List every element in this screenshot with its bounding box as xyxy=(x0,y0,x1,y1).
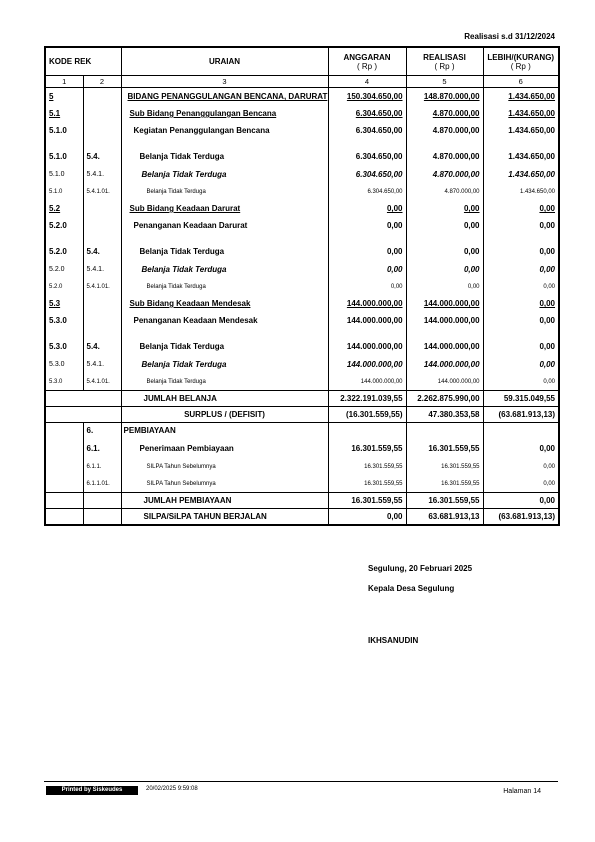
realisasi-cell: 4.870.000,00 xyxy=(406,122,483,139)
lebih-cell: 0,00 xyxy=(483,356,559,373)
kode-1-cell: 5.2 xyxy=(45,200,83,217)
kode-1-cell: 5.2.0 xyxy=(45,278,83,295)
kode-2-cell xyxy=(83,295,121,312)
uraian-cell: Sub Bidang Keadaan Darurat xyxy=(121,200,328,217)
lebih-cell: 0,00 xyxy=(483,312,559,329)
anggaran-cell xyxy=(328,423,406,439)
silpa-label: SILPA/SiLPA TAHUN BERJALAN xyxy=(121,509,328,526)
lebih-cell: 0,00 xyxy=(483,329,559,356)
lebih-cell: 0,00 xyxy=(483,438,559,458)
lebih-cell: 0,00 xyxy=(483,217,559,234)
table-row xyxy=(45,183,559,200)
anggaran-cell: 150.304.650,00 xyxy=(328,88,406,106)
realisasi-cell: 144.000.000,00 xyxy=(406,356,483,373)
kode-2-cell xyxy=(83,312,121,329)
realisasi-cell: 4.870.000,00 xyxy=(406,183,483,200)
kode-2-cell: 6. xyxy=(83,423,121,439)
kode-1-cell: 5.1.0 xyxy=(45,122,83,139)
kode-2-cell: 5.4.1. xyxy=(83,356,121,373)
lebih-cell: 0,00 xyxy=(483,458,559,475)
realisasi-cell: 148.870.000,00 xyxy=(406,88,483,106)
kode-1-cell: 5.3.0 xyxy=(45,329,83,356)
surplus-label: SURPLUS / (DEFISIT) xyxy=(121,407,328,423)
lebih-cell: 1.434.650,00 xyxy=(483,183,559,200)
anggaran-cell: 6.304.650,00 xyxy=(328,105,406,122)
header-kode-rek: KODE REK xyxy=(45,47,121,76)
table-row xyxy=(45,475,559,493)
uraian-cell: Belanja Tidak Terduga xyxy=(121,234,328,261)
anggaran-cell: 144.000.000,00 xyxy=(328,356,406,373)
header-uraian: URAIAN xyxy=(121,47,328,76)
uraian-cell: Sub Bidang Penanggulangan Bencana xyxy=(121,105,328,122)
kode-2-cell: 5.4.1.01. xyxy=(83,278,121,295)
realisasi-cell: 0,00 xyxy=(406,234,483,261)
anggaran-cell: 6.304.650,00 xyxy=(328,183,406,200)
uraian-cell: Belanja Tidak Terduga xyxy=(121,278,328,295)
kode-1-cell: 5.3.0 xyxy=(45,373,83,391)
header-realisasi: REALISASI ( Rp ) xyxy=(406,47,483,76)
table-row xyxy=(45,88,559,106)
uraian-cell: Belanja Tidak Terduga xyxy=(121,329,328,356)
col-num-6: 6 xyxy=(483,76,559,88)
jumlah-belanja-row xyxy=(45,391,559,407)
anggaran-cell: 144.000.000,00 xyxy=(328,373,406,391)
kode-2-cell: 5.4. xyxy=(83,234,121,261)
realisasi-cell: 4.870.000,00 xyxy=(406,105,483,122)
anggaran-cell: 16.301.559,55 xyxy=(328,438,406,458)
signature-name: IKHSANUDIN xyxy=(368,636,419,645)
header-anggaran: ANGGARAN ( Rp ) xyxy=(328,47,406,76)
jumlah-belanja-lebih: 59.315.049,55 xyxy=(483,391,559,407)
anggaran-cell: 144.000.000,00 xyxy=(328,312,406,329)
col-num-1: 1 xyxy=(45,76,83,88)
kode-2-cell: 6.1.1.01. xyxy=(83,475,121,493)
kode-1-cell: 5.1.0 xyxy=(45,139,83,166)
table-row xyxy=(45,438,559,458)
lebih-cell: 1.434.650,00 xyxy=(483,105,559,122)
lebih-cell: 1.434.650,00 xyxy=(483,139,559,166)
realisasi-cell xyxy=(406,423,483,439)
table-row xyxy=(45,261,559,278)
table-row xyxy=(45,356,559,373)
anggaran-cell: 16.301.559,55 xyxy=(328,475,406,493)
kode-1-cell xyxy=(45,423,83,439)
table-row xyxy=(45,234,559,261)
kode-2-cell: 5.4. xyxy=(83,329,121,356)
budget-realization-table xyxy=(44,46,560,526)
kode-1-cell: 5.1.0 xyxy=(45,166,83,183)
lebih-cell: 0,00 xyxy=(483,234,559,261)
anggaran-cell: 144.000.000,00 xyxy=(328,295,406,312)
col-num-5: 5 xyxy=(406,76,483,88)
surplus-anggaran: (16.301.559,55) xyxy=(328,407,406,423)
uraian-cell: Penanganan Keadaan Darurat xyxy=(121,217,328,234)
anggaran-cell: 16.301.559,55 xyxy=(328,458,406,475)
signature-place-date: Segulung, 20 Februari 2025 xyxy=(368,564,473,573)
jumlah-pembiayaan-row xyxy=(45,493,559,509)
realisasi-cell: 0,00 xyxy=(406,217,483,234)
col-num-3: 3 xyxy=(121,76,328,88)
lebih-cell xyxy=(483,423,559,439)
kode-2-cell: 5.4.1. xyxy=(83,261,121,278)
realisasi-cell: 16.301.559,55 xyxy=(406,438,483,458)
uraian-cell: SILPA Tahun Sebelumnya xyxy=(121,475,328,493)
kode-1-cell: 5.1.0 xyxy=(45,183,83,200)
surplus-row xyxy=(45,407,559,423)
jumlah-pembiayaan-anggaran: 16.301.559,55 xyxy=(328,493,406,509)
realisasi-cell: 144.000.000,00 xyxy=(406,295,483,312)
kode-2-cell: 6.1. xyxy=(83,438,121,458)
silpa-anggaran: 0,00 xyxy=(328,509,406,526)
uraian-cell: Belanja Tidak Terduga xyxy=(121,166,328,183)
realisasi-cell: 0,00 xyxy=(406,200,483,217)
lebih-cell: 0,00 xyxy=(483,278,559,295)
print-date: 20/02/2025 9:59:08 xyxy=(146,786,198,792)
footer-divider xyxy=(44,781,558,782)
uraian-cell: Sub Bidang Keadaan Mendesak xyxy=(121,295,328,312)
uraian-cell: Belanja Tidak Terduga xyxy=(121,261,328,278)
uraian-cell: Belanja Tidak Terduga xyxy=(121,356,328,373)
lebih-cell: 1.434.650,00 xyxy=(483,88,559,106)
uraian-cell: PEMBIAYAAN xyxy=(121,423,328,439)
anggaran-cell: 0,00 xyxy=(328,217,406,234)
kode-1-cell: 5.2.0 xyxy=(45,234,83,261)
kode-2-cell: 6.1.1. xyxy=(83,458,121,475)
col-num-2: 2 xyxy=(83,76,121,88)
table-row xyxy=(45,278,559,295)
anggaran-cell: 0,00 xyxy=(328,261,406,278)
kode-1-cell: 5.2.0 xyxy=(45,217,83,234)
lebih-cell: 1.434.650,00 xyxy=(483,122,559,139)
period-label: Realisasi s.d 31/12/2024 xyxy=(464,32,555,41)
silpa-realisasi: 63.681.913,13 xyxy=(406,509,483,526)
lebih-cell: 0,00 xyxy=(483,261,559,278)
kode-1-cell: 5.3 xyxy=(45,295,83,312)
kode-1-cell: 5.1 xyxy=(45,105,83,122)
surplus-realisasi: 47.380.353,58 xyxy=(406,407,483,423)
kode-1-cell: 5.2.0 xyxy=(45,261,83,278)
kode-2-cell: 5.4.1.01. xyxy=(83,183,121,200)
silpa-row xyxy=(45,509,559,526)
uraian-cell: Belanja Tidak Terduga xyxy=(121,373,328,391)
kode-2-cell xyxy=(83,105,121,122)
jumlah-belanja-anggaran: 2.322.191.039,55 xyxy=(328,391,406,407)
kode-1-cell xyxy=(45,458,83,475)
realisasi-cell: 144.000.000,00 xyxy=(406,312,483,329)
jumlah-pembiayaan-lebih: 0,00 xyxy=(483,493,559,509)
realisasi-cell: 4.870.000,00 xyxy=(406,139,483,166)
kode-1-cell xyxy=(45,475,83,493)
table-row xyxy=(45,312,559,329)
anggaran-cell: 6.304.650,00 xyxy=(328,122,406,139)
uraian-cell: SILPA Tahun Sebelumnya xyxy=(121,458,328,475)
header-lebih-kurang: LEBIH/(KURANG) ( Rp ) xyxy=(483,47,559,76)
jumlah-belanja-realisasi: 2.262.875.990,00 xyxy=(406,391,483,407)
anggaran-cell: 0,00 xyxy=(328,278,406,295)
kode-2-cell: 5.4.1. xyxy=(83,166,121,183)
lebih-cell: 1.434.650,00 xyxy=(483,166,559,183)
silpa-lebih: (63.681.913,13) xyxy=(483,509,559,526)
kode-1-cell: 5 xyxy=(45,88,83,106)
table-row xyxy=(45,217,559,234)
surplus-lebih: (63.681.913,13) xyxy=(483,407,559,423)
table-row xyxy=(45,423,559,439)
uraian-cell: Penerimaan Pembiayaan xyxy=(121,438,328,458)
realisasi-cell: 144.000.000,00 xyxy=(406,373,483,391)
anggaran-cell: 0,00 xyxy=(328,234,406,261)
lebih-cell: 0,00 xyxy=(483,295,559,312)
printed-by-badge: Printed by Siskeudes xyxy=(46,786,138,795)
table-row xyxy=(45,329,559,356)
realisasi-cell: 4.870.000,00 xyxy=(406,166,483,183)
lebih-cell: 0,00 xyxy=(483,475,559,493)
anggaran-cell: 6.304.650,00 xyxy=(328,139,406,166)
kode-1-cell: 5.3.0 xyxy=(45,356,83,373)
kode-2-cell: 5.4.1.01. xyxy=(83,373,121,391)
anggaran-cell: 0,00 xyxy=(328,200,406,217)
kode-2-cell: 5.4. xyxy=(83,139,121,166)
jumlah-belanja-label: JUMLAH BELANJA xyxy=(121,391,328,407)
kode-2-cell xyxy=(83,200,121,217)
page-number: Halaman 14 xyxy=(503,788,541,795)
uraian-cell: Kegiatan Penanggulangan Bencana xyxy=(121,122,328,139)
kode-2-cell xyxy=(83,217,121,234)
table-row xyxy=(45,295,559,312)
anggaran-cell: 6.304.650,00 xyxy=(328,166,406,183)
table-row xyxy=(45,122,559,139)
signature-position: Kepala Desa Segulung xyxy=(368,584,455,593)
lebih-cell: 0,00 xyxy=(483,373,559,391)
table-row xyxy=(45,458,559,475)
table-row xyxy=(45,139,559,166)
realisasi-cell: 144.000.000,00 xyxy=(406,329,483,356)
lebih-cell: 0,00 xyxy=(483,200,559,217)
realisasi-cell: 0,00 xyxy=(406,278,483,295)
table-row xyxy=(45,105,559,122)
kode-2-cell xyxy=(83,88,121,106)
jumlah-pembiayaan-realisasi: 16.301.559,55 xyxy=(406,493,483,509)
realisasi-cell: 0,00 xyxy=(406,261,483,278)
realisasi-cell: 16.301.559,55 xyxy=(406,475,483,493)
uraian-cell: Penanganan Keadaan Mendesak xyxy=(121,312,328,329)
realisasi-cell: 16.301.559,55 xyxy=(406,458,483,475)
table-row xyxy=(45,200,559,217)
kode-1-cell xyxy=(45,438,83,458)
kode-1-cell: 5.3.0 xyxy=(45,312,83,329)
uraian-cell: Belanja Tidak Terduga xyxy=(121,139,328,166)
jumlah-pembiayaan-label: JUMLAH PEMBIAYAAN xyxy=(121,493,328,509)
anggaran-cell: 144.000.000,00 xyxy=(328,329,406,356)
uraian-cell: BIDANG PENANGGULANGAN BENCANA, DARURAT xyxy=(121,88,328,106)
col-num-4: 4 xyxy=(328,76,406,88)
kode-2-cell xyxy=(83,122,121,139)
table-row xyxy=(45,373,559,391)
uraian-cell: Belanja Tidak Terduga xyxy=(121,183,328,200)
table-row xyxy=(45,166,559,183)
